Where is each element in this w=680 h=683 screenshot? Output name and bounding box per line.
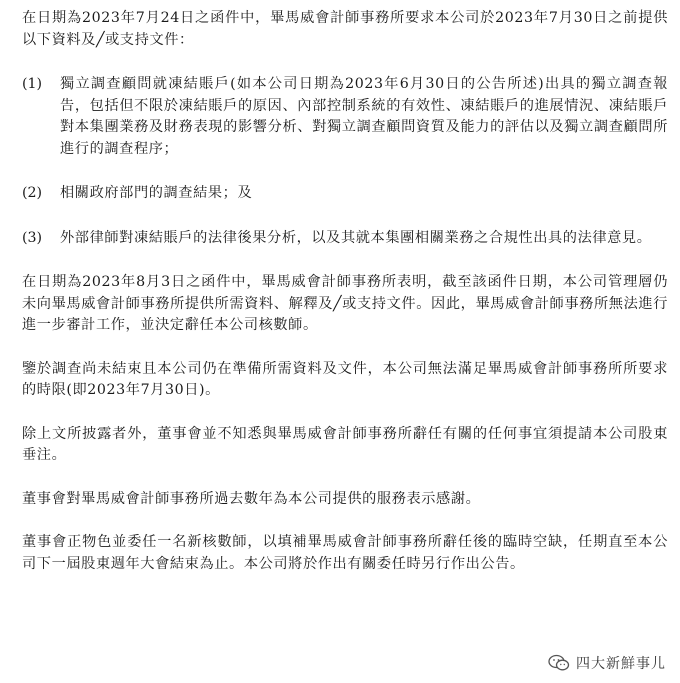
- watermark-text: 四大新鮮事儿: [576, 656, 666, 672]
- list-item-text: 獨立調查顧問就凍結賬戶(如本公司日期為2023年6月30日的公告所述)出具的獨立調查報告，包括但不限於凍結賬戶的原因、內部控制系統的有效性、凍結賬戶的進展情況、凍結賬戶對本集團業務及財務表現的影響分析、對獨立調查顧問資質及能力的評估以及獨立調查顧問所進行的調查程序；: [60, 76, 668, 157]
- list-item-number: (3): [22, 229, 43, 246]
- paragraph-thanks: 董事會對畢馬威會計師事務所過去數年為本公司提供的服務表示感謝。: [22, 490, 481, 507]
- paragraph-board-disclosure: 除上文所披露者外，董事會並不知悉與畢馬威會計師事務所辭任有關的任何事宜須提請本公司股東垂注。: [22, 425, 668, 463]
- wechat-icon: [548, 654, 570, 672]
- paragraph-deadline: 鑒於調查尚未結束且本公司仍在準備所需資料及文件，本公司無法滿足畢馬威會計師事務所所要求的時限(即2023年7月30日)。: [22, 360, 668, 398]
- list-item-number: (1): [22, 76, 43, 92]
- paragraph-request-letter: 在日期為2023年7月24日之函件中，畢馬威會計師事務所要求本公司於2023年7月30日之前提供以下資料及╱或支持文件：: [22, 10, 668, 48]
- list-item-text: 相關政府部門的調查結果；及: [60, 185, 253, 201]
- paragraph-new-auditor: 董事會正物色並委任一名新核數師，以填補畢馬威會計師事務所辭任後的臨時空缺，任期直至本公司下一屆股東週年大會結束為止。本公司將於作出有關委任時另行作出公告。: [22, 534, 668, 572]
- list-item: [22, 183, 668, 205]
- list-item-number: (2): [22, 185, 43, 201]
- list-item: [22, 74, 668, 160]
- list-item: [22, 228, 668, 250]
- list-item-text: 外部律師對凍結賬戶的法律後果分析，以及其就本集團相關業務之合規性出具的法律意見。: [60, 229, 652, 246]
- document-body: [22, 8, 668, 575]
- watermark: [548, 653, 666, 673]
- paragraph-kpmg-statement: 在日期為2023年8月3日之函件中，畢馬威會計師事務所表明，截至該函件日期，本公司管理層仍未向畢馬威會計師事務所提供所需資料、解釋及╱或支持文件。因此，畢馬威會計師事務所無法進行進一步審計工作，並決定辭任本公司核數師。: [22, 274, 668, 333]
